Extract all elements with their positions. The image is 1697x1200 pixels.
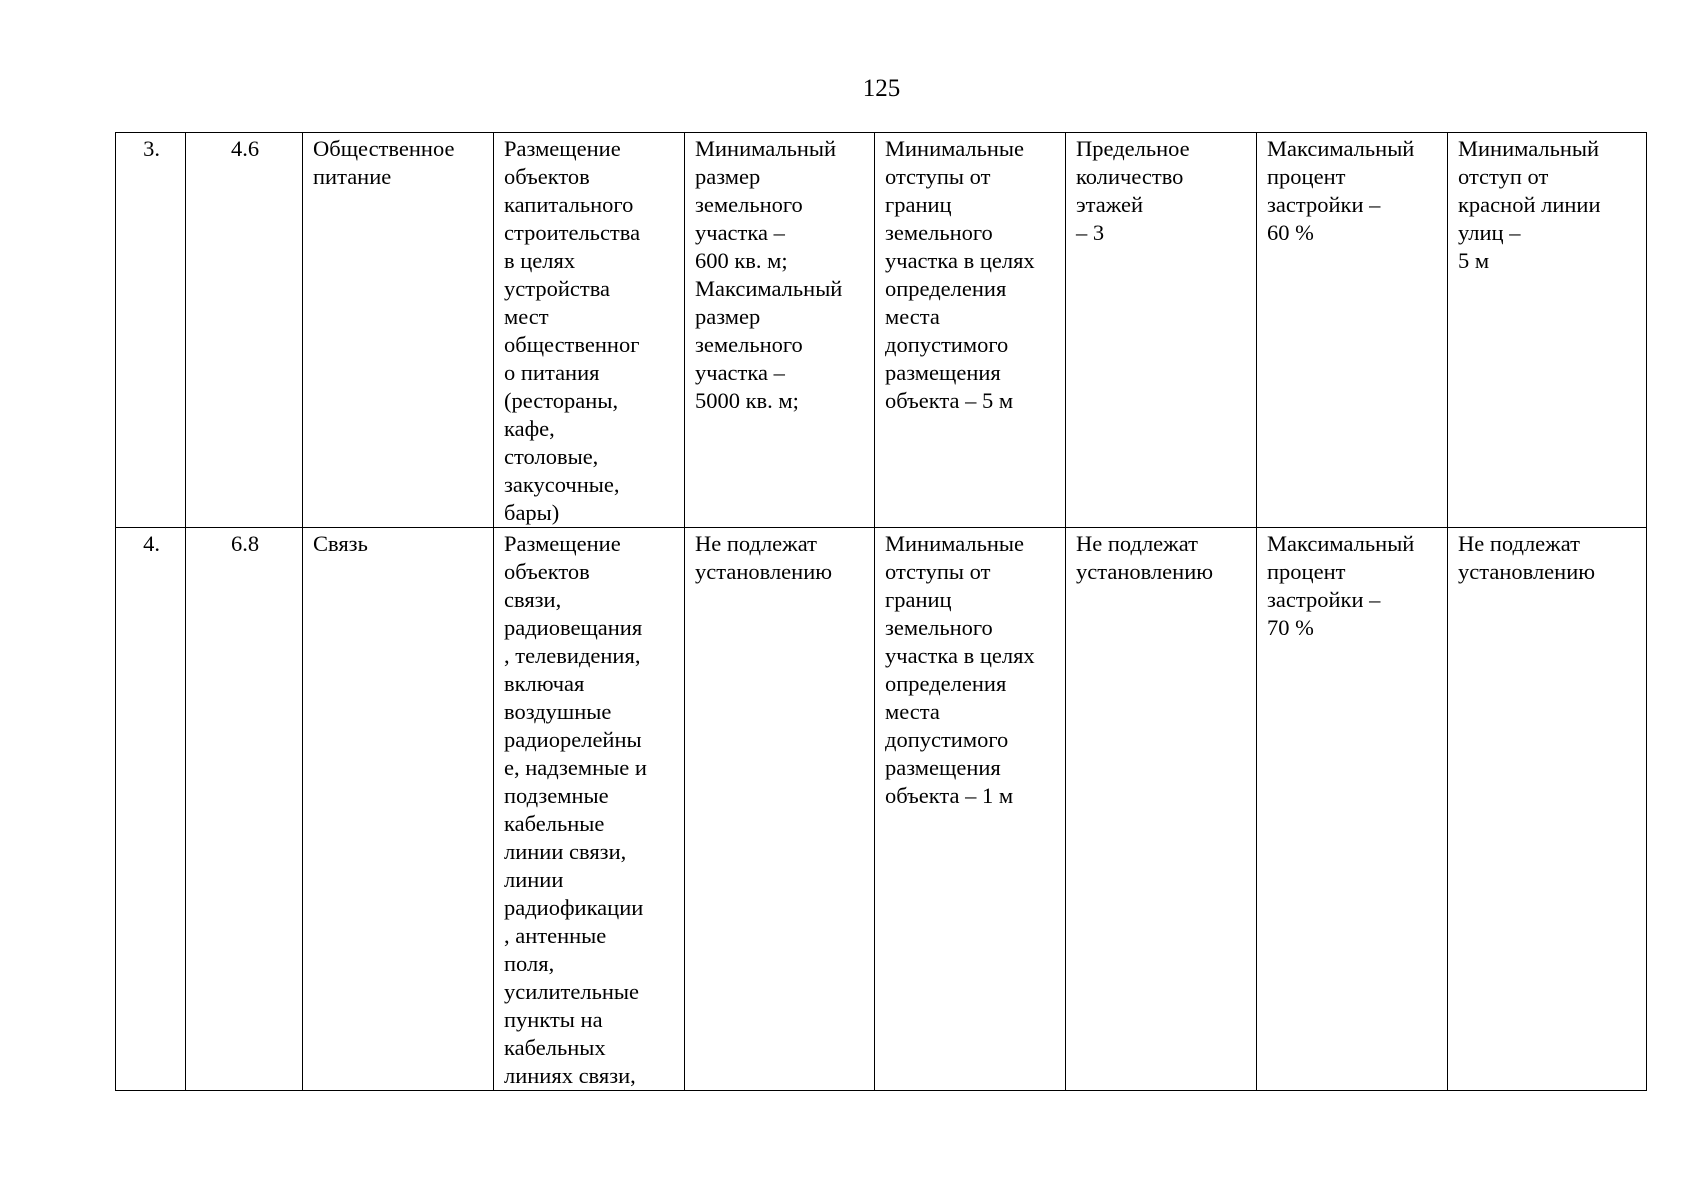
use-description-cell: Размещение объектов капитального строительства в целях устройства мест общественног о питания (рестораны, кафе, столовые, закусочные, бары) bbox=[494, 133, 685, 528]
red-line-setback-cell: Минимальный отступ от красной линии улиц – 5 м bbox=[1448, 133, 1647, 528]
use-name-cell: Общественное питание bbox=[303, 133, 494, 528]
plot-size-cell: Не подлежат установлению bbox=[685, 528, 875, 1091]
setbacks-cell: Минимальные отступы от границ земельного участка в целях определения места допустимого размещения объекта – 1 м bbox=[875, 528, 1066, 1091]
red-line-setback-cell: Не подлежат установлению bbox=[1448, 528, 1647, 1091]
use-code-cell: 6.8 bbox=[186, 528, 303, 1091]
use-description-cell: Размещение объектов связи, радиовещания , телевидения, включая воздушные радиорелейны е, надземные и подземные кабельные линии связи, линии радиофикации , антенные поля, усилительные пункты на кабельных линиях связи, bbox=[494, 528, 685, 1091]
zoning-regulations-table bbox=[115, 132, 1647, 1091]
coverage-cell: Максимальный процент застройки – 60 % bbox=[1257, 133, 1448, 528]
setbacks-cell: Минимальные отступы от границ земельного участка в целях определения места допустимого размещения объекта – 5 м bbox=[875, 133, 1066, 528]
use-name-cell: Связь bbox=[303, 528, 494, 1091]
row-number-cell: 3. bbox=[116, 133, 186, 528]
table-row bbox=[116, 528, 1647, 1091]
table-row bbox=[116, 133, 1647, 528]
coverage-cell: Максимальный процент застройки – 70 % bbox=[1257, 528, 1448, 1091]
row-number-cell: 4. bbox=[116, 528, 186, 1091]
floors-cell: Не подлежат установлению bbox=[1066, 528, 1257, 1091]
page-number: 125 bbox=[862, 75, 901, 102]
use-code-cell: 4.6 bbox=[186, 133, 303, 528]
floors-cell: Предельное количество этажей – 3 bbox=[1066, 133, 1257, 528]
plot-size-cell: Минимальный размер земельного участка – 600 кв. м; Максимальный размер земельного участка – 5000 кв. м; bbox=[685, 133, 875, 528]
